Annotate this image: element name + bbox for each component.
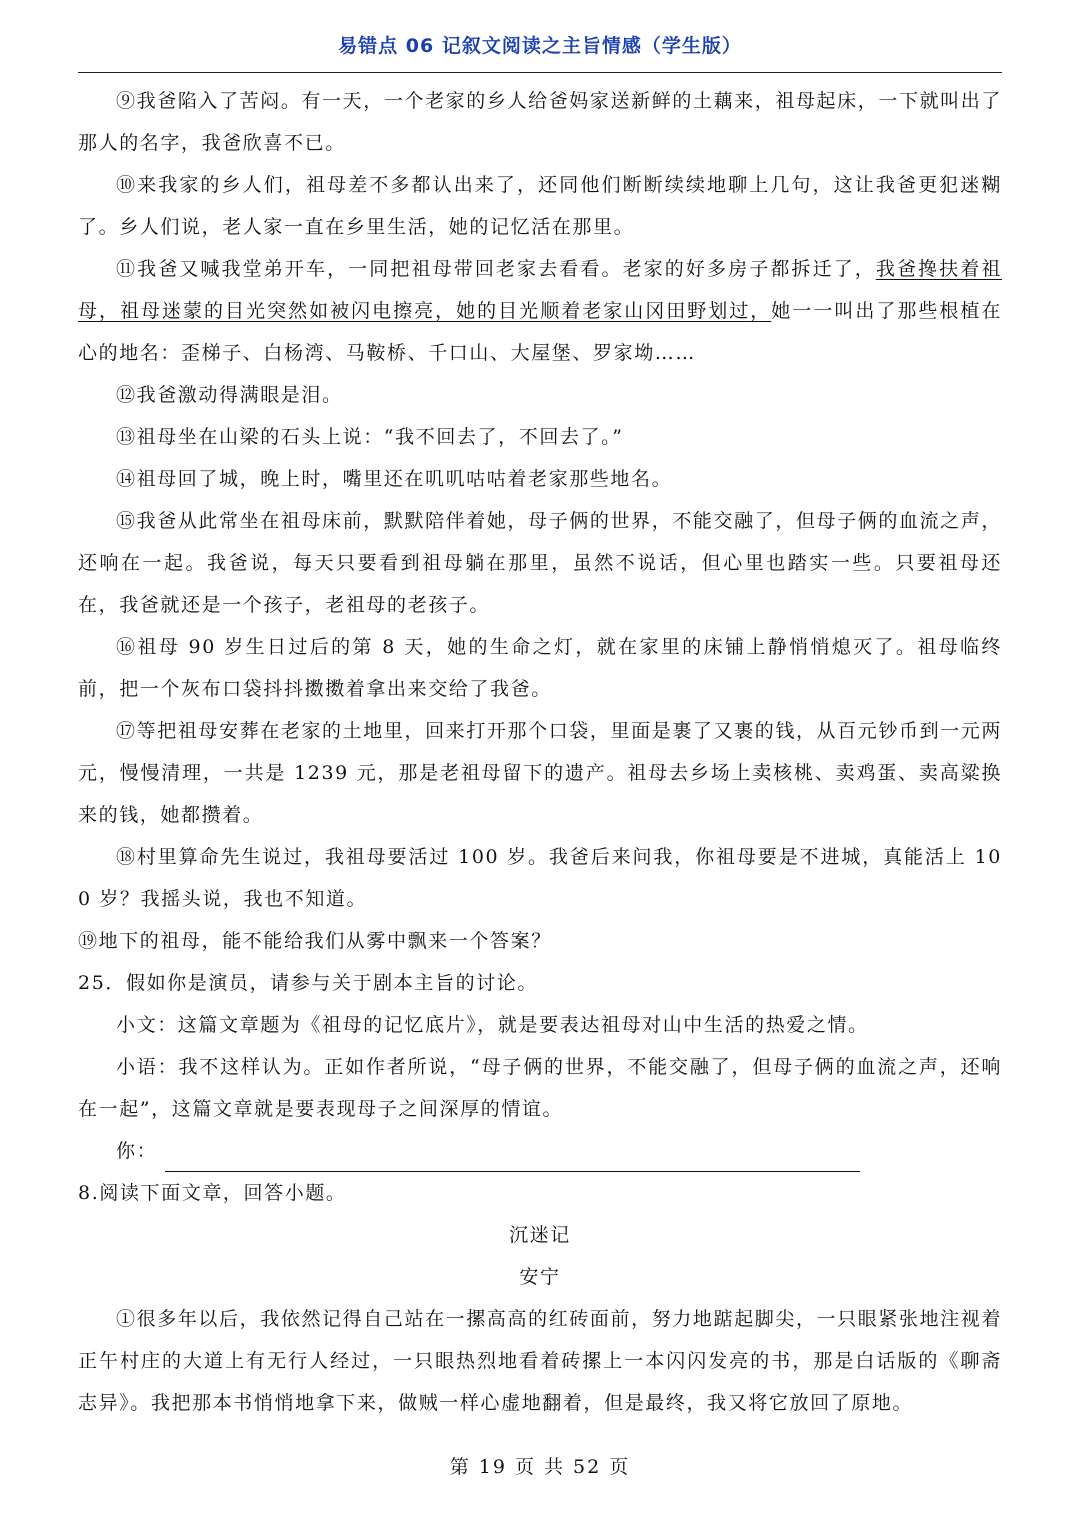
paragraph-11-post: 她一一叫出了那些根植在心的地名：歪梯子、白杨湾、马鞍桥、千口山、大屋堡、罗家坳…… [78,300,1002,364]
article-author: 安宁 [519,1266,561,1288]
question-25-stem: 25．假如你是演员，请参与关于剧本主旨的讨论。 [78,972,538,994]
page-number: 第 19 页 共 52 页 [449,1456,631,1478]
document-body [78,80,1002,1424]
page-header [78,28,1002,73]
paragraph-15: ⑮我爸从此常坐在祖母床前，默默陪伴着她，母子俩的世界，不能交融了，但母子俩的血流之声，还响在一起。我爸说，每天只要看到祖母躺在那里，虽然不说话，但心里也踏实一些。只要祖母还在，我爸就还是一个孩子，老祖母的老孩子。 [78,510,1002,616]
paragraph-9: ⑨我爸陷入了苦闷。有一天，一个老家的乡人给爸妈家送新鲜的土藕来，祖母起床，一下就叫出了那人的名字，我爸欣喜不已。 [78,90,1002,154]
paragraph-12: ⑫我爸激动得满眼是泪。 [116,384,343,406]
paragraph-10: ⑩来我家的乡人们，祖母差不多都认出来了，还同他们断断续续地聊上几句，这让我爸更犯迷糊了。乡人们说，老人家一直在乡里生活，她的记忆活在那里。 [78,174,1002,238]
question-25-xiaoyu: 小语：我不这样认为。正如作者所说，“母子俩的世界，不能交融了，但母子俩的血流之声，还响在一起”，这篇文章就是要表现母子之间深厚的情谊。 [78,1056,1002,1120]
paragraph-16: ⑯祖母 90 岁生日过后的第 8 天，她的生命之灯，就在家里的床铺上静悄悄熄灭了。祖母临终前，把一个灰布口袋抖抖擞擞着拿出来交给了我爸。 [78,636,1002,700]
paragraph-14: ⑭祖母回了城，晚上时，嘴里还在叽叽咕咕着老家那些地名。 [116,468,673,490]
paragraph-19: ⑲地下的祖母，能不能给我们从雾中飘来一个答案？ [78,930,552,952]
header-title: 易错点 06 记叙文阅读之主旨情感（学生版） [338,35,742,57]
paragraph-11 [78,248,1002,374]
article-paragraph-1: ①很多年以后，我依然记得自己站在一摞高高的红砖面前，努力地踮起脚尖，一只眼紧张地注视着正午村庄的大道上有无行人经过，一只眼热烈地看着砖摞上一本闪闪发亮的书，那是白话版的《聊斋志异》。我把那本书悄悄地拿下来，做贼一样心虚地翻着，但是最终，我又将它放回了原地。 [78,1308,1002,1414]
answer-blank-line[interactable] [165,1147,860,1172]
paragraph-11-pre: ⑪我爸又喊我堂弟开车，一同把祖母带回老家去看看。老家的好多房子都拆迁了， [116,258,876,280]
paragraph-13: ⑬祖母坐在山梁的石头上说：“我不回去了，不回去了。” [116,426,624,448]
paragraph-17: ⑰等把祖母安葬在老家的土地里，回来打开那个口袋，里面是裹了又裹的钱，从百元钞币到一元两元，慢慢清理，一共是 1239 元，那是老祖母留下的遗产。祖母去乡场上卖核桃、卖鸡蛋、卖高粱换来的钱，她都攒着。 [78,720,1002,826]
question-25-xiaowen: 小文：这篇文章题为《祖母的记忆底片》，就是要表达祖母对山中生活的热爱之情。 [116,1014,869,1036]
paragraph-11-underlined-sentence: 我爸搀扶着祖母，祖母迷蒙的目光突然如被闪电擦亮，她的目光顺着老家山冈田野划过， [78,258,1002,322]
section-8-intro: 8.阅读下面文章，回答小题。 [78,1182,347,1204]
paragraph-18: ⑱村里算命先生说过，我祖母要活过 100 岁。我爸后来问我，你祖母要是不进城，真能活上 100 岁？我摇头说，我也不知道。 [78,846,1002,910]
question-25-answer-row [78,1130,1002,1172]
answer-label: 你： [116,1140,158,1162]
article-title: 沉迷记 [509,1224,571,1246]
